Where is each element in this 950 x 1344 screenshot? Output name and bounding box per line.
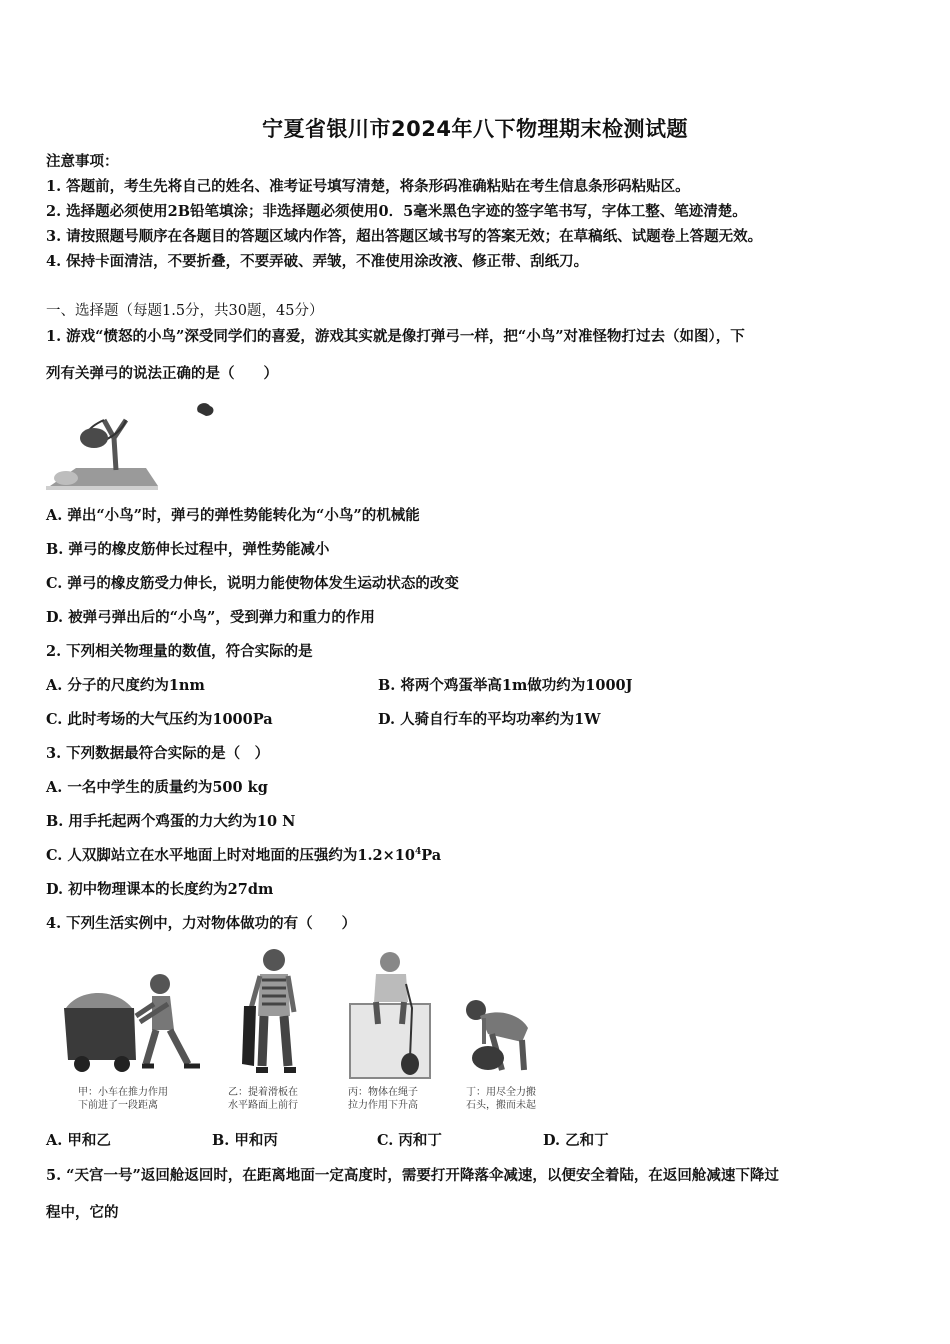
q2-option: B. 将两个鸡蛋举高1m做功约为1000J bbox=[378, 677, 633, 694]
q4-option: D. 乙和丁 bbox=[543, 1132, 609, 1149]
skateboard bbox=[242, 1006, 256, 1066]
section-heading: 一、选择题（每题1.5分，共30题，45分） bbox=[46, 303, 324, 319]
caption-line: 下前进了一段距离 bbox=[78, 1100, 158, 1111]
q4-caption-bing bbox=[348, 1086, 418, 1112]
q4-caption-ding bbox=[466, 1086, 536, 1112]
caption-line: 拉力作用下升高 bbox=[348, 1100, 418, 1111]
q4-caption-yi bbox=[228, 1086, 298, 1112]
q3-option bbox=[46, 846, 441, 866]
q4-option: C. 丙和丁 bbox=[377, 1132, 442, 1149]
q1-stem-line2: 列有关弹弓的说法正确的是（ ） bbox=[46, 365, 278, 382]
q5-stem-line2: 程中，它的 bbox=[46, 1204, 119, 1221]
push-rock-figure bbox=[458, 994, 538, 1076]
caption-line: 石头，搬而未起 bbox=[466, 1100, 536, 1111]
caption-line: 甲：小车在推力作用 bbox=[78, 1087, 168, 1098]
person bbox=[150, 974, 170, 994]
notice-item: 3. 请按照题号顺序在各题目的答题区域内作答，超出答题区域书写的答案无效；在草稿纸、试题卷上答题无效。 bbox=[46, 228, 763, 245]
q2-option: A. 分子的尺度约为1nm bbox=[46, 677, 205, 694]
q2-option: C. 此时考场的大气压约为1000Pa bbox=[46, 711, 273, 728]
q3-option: D. 初中物理课本的长度约为27dm bbox=[46, 881, 274, 898]
caption-line: 丙：物体在绳子 bbox=[348, 1087, 418, 1098]
q4-caption-jia bbox=[78, 1086, 168, 1112]
cart-push-figure bbox=[60, 968, 210, 1078]
notice-item: 1. 答题前，考生先将自己的姓名、准考证号填写清楚，将条形码准确粘贴在考生信息条形码粘贴区。 bbox=[46, 178, 690, 195]
flying-bird bbox=[197, 403, 213, 416]
q3-option-c-unit: Pa bbox=[421, 847, 442, 864]
notice-item: 2. 选择题必须使用2B铅笔填涂；非选择题必须使用0．5毫米黑色字迹的签字笔书写，字体工整、笔迹清楚。 bbox=[46, 203, 747, 220]
notice-heading: 注意事项： bbox=[46, 153, 119, 170]
q2-stem: 2. 下列相关物理量的数值，符合实际的是 bbox=[46, 643, 313, 660]
q3-option-c-text: C. 人双脚站立在水平地面上时对地面的压强约为1.2×10 bbox=[46, 847, 415, 864]
q5-stem-line1: 5. “天宫一号”返回舱返回时，在距离地面一定高度时，需要打开降落伞减速，以便安全着陆，在返回舱减速下降过 bbox=[46, 1167, 779, 1184]
q2-option: D. 人骑自行车的平均功率约为1W bbox=[378, 711, 601, 728]
q3-option-c-exponent: 4 bbox=[414, 847, 422, 858]
page-title: 宁夏省银川市2024年八下物理期末检测试题 bbox=[262, 117, 688, 141]
cart bbox=[64, 1008, 136, 1060]
caption-line: 水平路面上前行 bbox=[228, 1100, 298, 1111]
q4-option: B. 甲和丙 bbox=[212, 1132, 278, 1149]
object bbox=[401, 1053, 419, 1075]
q1-option: C. 弹弓的橡皮筋受力伸长，说明力能使物体发生运动状态的改变 bbox=[46, 575, 459, 592]
rock bbox=[472, 1046, 504, 1070]
caption-line: 丁：用尽全力搬 bbox=[466, 1087, 536, 1098]
rope-lift-figure bbox=[346, 948, 436, 1080]
notice-item: 4. 保持卡面清洁，不要折叠，不要弄破、弄皱，不准使用涂改液、修正带、刮纸刀。 bbox=[46, 253, 589, 270]
q1-stem-line1: 1. 游戏“愤怒的小鸟”深受同学们的喜爱，游戏其实就是像打弹弓一样，把“小鸟”对准怪物打过去（如图），下 bbox=[46, 328, 745, 345]
person bbox=[263, 949, 285, 971]
q1-option: D. 被弹弓弹出后的“小鸟”，受到弹力和重力的作用 bbox=[46, 609, 375, 626]
q1-option: A. 弹出“小鸟”时，弹弓的弹性势能转化为“小鸟”的机械能 bbox=[46, 507, 420, 524]
q1-option: B. 弹弓的橡皮筋伸长过程中，弹性势能减小 bbox=[46, 541, 330, 558]
q3-option: B. 用手托起两个鸡蛋的力大约为10 N bbox=[46, 813, 296, 830]
caption-line: 乙：提着滑板在 bbox=[228, 1087, 298, 1098]
carry-board-figure bbox=[240, 946, 310, 1081]
q3-stem: 3. 下列数据最符合实际的是（ ） bbox=[46, 745, 270, 762]
bird bbox=[80, 428, 108, 448]
angry-birds-slingshot-figure bbox=[46, 398, 226, 493]
q3-option: A. 一名中学生的质量约为500 kg bbox=[46, 779, 268, 796]
person bbox=[380, 952, 400, 972]
q4-option: A. 甲和乙 bbox=[46, 1132, 111, 1149]
q4-stem: 4. 下列生活实例中，力对物体做功的有（ ） bbox=[46, 915, 357, 932]
